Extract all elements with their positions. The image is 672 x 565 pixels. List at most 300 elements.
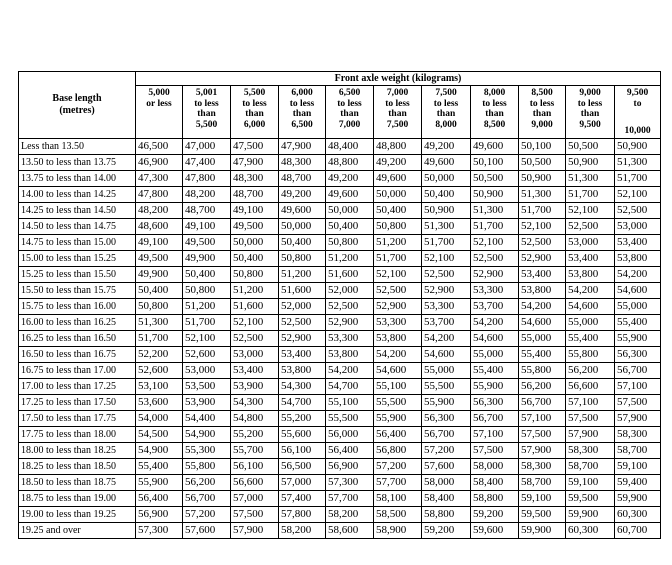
table-cell: 52,900 — [422, 283, 471, 299]
table-cell: 57,000 — [231, 491, 279, 507]
column-header-text: to — [633, 98, 642, 109]
table-cell: 53,800 — [326, 347, 374, 363]
table-cell: 50,000 — [374, 187, 422, 203]
table-cell: 53,800 — [566, 267, 615, 283]
table-row — [19, 283, 661, 299]
table-cell: 56,700 — [422, 427, 471, 443]
table-cell: 51,600 — [231, 299, 279, 315]
table-cell: 56,700 — [183, 491, 231, 507]
table-cell: 52,500 — [519, 235, 566, 251]
table-cell: 49,500 — [136, 251, 183, 267]
column-header — [231, 86, 279, 139]
table-cell: 53,300 — [471, 283, 519, 299]
table-cell: 54,900 — [183, 427, 231, 443]
column-header-text: to less — [337, 98, 362, 109]
table-cell: 57,200 — [183, 507, 231, 523]
table-cell: 57,500 — [519, 427, 566, 443]
table-cell: 52,500 — [374, 283, 422, 299]
table-cell: 53,100 — [136, 379, 183, 395]
table-cell: 47,300 — [136, 171, 183, 187]
table-cell: 57,200 — [374, 459, 422, 475]
table-cell: 48,200 — [183, 187, 231, 203]
table-cell: 56,200 — [566, 363, 615, 379]
table-cell: 55,400 — [519, 347, 566, 363]
table-cell: 53,400 — [615, 235, 661, 251]
table-cell: 49,600 — [326, 187, 374, 203]
row-label: 18.00 to less than 18.25 — [19, 443, 136, 459]
table-cell: 51,200 — [231, 283, 279, 299]
table-cell: 51,300 — [615, 155, 661, 171]
table-cell: 51,300 — [422, 219, 471, 235]
table-cell: 55,000 — [519, 331, 566, 347]
table-cell: 58,400 — [471, 475, 519, 491]
table-row — [19, 299, 661, 315]
table-cell: 57,700 — [374, 475, 422, 491]
table-cell: 55,000 — [566, 315, 615, 331]
table-row — [19, 155, 661, 171]
table-cell: 53,000 — [566, 235, 615, 251]
table-cell: 56,500 — [279, 459, 326, 475]
table-cell: 50,400 — [279, 235, 326, 251]
row-label: 14.25 to less than 14.50 — [19, 203, 136, 219]
table-cell: 55,600 — [279, 427, 326, 443]
table-cell: 48,400 — [326, 139, 374, 155]
table-cell: 52,100 — [422, 251, 471, 267]
table-cell: 57,100 — [566, 395, 615, 411]
column-header-text: than — [245, 109, 264, 119]
table-cell: 54,400 — [183, 411, 231, 427]
table-row — [19, 507, 661, 523]
table-cell: 49,100 — [183, 219, 231, 235]
table-cell: 53,400 — [566, 251, 615, 267]
table-cell: 50,400 — [231, 251, 279, 267]
table-cell: 52,500 — [231, 331, 279, 347]
table-cell: 59,200 — [422, 523, 471, 539]
table-cell: 51,700 — [519, 203, 566, 219]
table-cell: 53,700 — [422, 315, 471, 331]
table-cell: 55,300 — [183, 443, 231, 459]
table-cell: 59,100 — [615, 459, 661, 475]
table-cell: 55,200 — [279, 411, 326, 427]
table-cell: 50,400 — [422, 187, 471, 203]
table-cell: 57,600 — [422, 459, 471, 475]
table-cell: 58,700 — [566, 459, 615, 475]
table-cell: 54,800 — [231, 411, 279, 427]
column-header-text: to less — [433, 98, 459, 109]
table-cell: 53,800 — [279, 363, 326, 379]
table-cell: 53,300 — [422, 299, 471, 315]
table-cell: 51,700 — [183, 315, 231, 331]
table-cell: 50,500 — [519, 155, 566, 171]
column-header-from: 5,000 — [148, 88, 170, 98]
table-cell: 59,200 — [471, 507, 519, 523]
table-cell: 55,000 — [615, 299, 661, 315]
table-cell: 54,200 — [615, 267, 661, 283]
table-cell: 48,300 — [279, 155, 326, 171]
table-cell: 55,900 — [136, 475, 183, 491]
table-row — [19, 203, 661, 219]
table-cell: 58,700 — [615, 443, 661, 459]
column-header-from: 9,000 — [579, 88, 601, 98]
table-cell: 54,200 — [566, 283, 615, 299]
table-cell: 51,600 — [326, 267, 374, 283]
table-cell: 57,100 — [519, 411, 566, 427]
table-cell: 56,700 — [471, 411, 519, 427]
table-row — [19, 267, 661, 283]
table-cell: 54,200 — [326, 363, 374, 379]
column-header-to: 7,000 — [338, 119, 361, 130]
table-cell: 50,800 — [231, 267, 279, 283]
table-cell: 52,500 — [471, 251, 519, 267]
column-header-text: than — [292, 109, 312, 119]
table-cell: 50,000 — [231, 235, 279, 251]
table-cell: 52,900 — [519, 251, 566, 267]
table-cell: 55,800 — [566, 347, 615, 363]
table-cell: 52,500 — [615, 203, 661, 219]
table-cell: 55,900 — [615, 331, 661, 347]
table-cell: 60,700 — [615, 523, 661, 539]
table-cell: 49,200 — [422, 139, 471, 155]
table-cell: 50,900 — [471, 187, 519, 203]
weight-table — [18, 71, 661, 539]
table-cell: 57,500 — [615, 395, 661, 411]
table-cell: 49,900 — [136, 267, 183, 283]
table-cell: 49,600 — [279, 203, 326, 219]
table-cell: 58,100 — [374, 491, 422, 507]
column-header — [566, 86, 615, 139]
table-cell: 52,500 — [326, 299, 374, 315]
table-cell: 51,700 — [422, 235, 471, 251]
table-row — [19, 347, 661, 363]
column-header-text: than — [485, 109, 504, 119]
table-row — [19, 219, 661, 235]
table-cell: 49,200 — [279, 187, 326, 203]
table-cell: 50,900 — [519, 171, 566, 187]
table-cell: 51,300 — [566, 171, 615, 187]
table-cell: 58,200 — [326, 507, 374, 523]
column-header-text: than — [580, 109, 600, 119]
table-cell: 51,700 — [615, 171, 661, 187]
table-cell: 56,100 — [279, 443, 326, 459]
table-cell: 47,800 — [136, 187, 183, 203]
table-cell: 51,700 — [471, 219, 519, 235]
table-cell: 50,900 — [615, 139, 661, 155]
table-cell: 50,800 — [136, 299, 183, 315]
table-cell: 58,300 — [566, 443, 615, 459]
table-cell: 57,700 — [326, 491, 374, 507]
table-cell: 60,300 — [566, 523, 615, 539]
table-cell: 56,200 — [183, 475, 231, 491]
table-cell: 54,300 — [231, 395, 279, 411]
table-cell: 55,100 — [374, 379, 422, 395]
table-cell: 59,900 — [566, 507, 615, 523]
row-label: 15.25 to less than 15.50 — [19, 267, 136, 283]
row-label: 16.50 to less than 16.75 — [19, 347, 136, 363]
table-cell: 52,900 — [471, 267, 519, 283]
column-header-from: 7,500 — [435, 88, 457, 98]
table-cell: 59,500 — [566, 491, 615, 507]
table-cell: 50,000 — [422, 171, 471, 187]
column-header-to: 5,500 — [195, 119, 218, 130]
table-cell: 58,200 — [279, 523, 326, 539]
table-cell: 52,100 — [231, 315, 279, 331]
column-header-text: to less — [482, 98, 507, 109]
table-cell: 54,700 — [279, 395, 326, 411]
row-label: 13.75 to less than 14.00 — [19, 171, 136, 187]
table-cell: 59,400 — [615, 475, 661, 491]
table-cell: 58,000 — [471, 459, 519, 475]
table-cell: 57,000 — [279, 475, 326, 491]
column-header-to: 8,500 — [483, 119, 506, 130]
table-cell: 53,500 — [183, 379, 231, 395]
table-cell: 48,200 — [136, 203, 183, 219]
table-row — [19, 235, 661, 251]
table-cell: 51,200 — [326, 251, 374, 267]
column-header-text: to less — [194, 98, 219, 109]
table-cell: 54,200 — [519, 299, 566, 315]
table-cell: 50,800 — [279, 251, 326, 267]
table-cell: 48,700 — [231, 187, 279, 203]
column-header-text: to less — [577, 98, 603, 109]
table-cell: 46,500 — [136, 139, 183, 155]
table-cell: 55,800 — [519, 363, 566, 379]
table-cell: 56,400 — [326, 443, 374, 459]
column-header — [279, 86, 326, 139]
table-cell: 54,600 — [471, 331, 519, 347]
table-row — [19, 139, 661, 155]
table-row — [19, 251, 661, 267]
column-header-from: 6,500 — [338, 88, 361, 98]
table-cell: 57,900 — [615, 411, 661, 427]
row-label: 15.50 to less than 15.75 — [19, 283, 136, 299]
table-cell: 49,600 — [471, 139, 519, 155]
table-cell: 47,500 — [231, 139, 279, 155]
table-cell: 56,000 — [326, 427, 374, 443]
base-length-unit: (metres) — [59, 105, 95, 116]
table-cell: 54,500 — [136, 427, 183, 443]
column-header-to: 9,000 — [531, 119, 553, 130]
column-header-from: 9,500 — [626, 88, 649, 98]
table-cell: 59,900 — [615, 491, 661, 507]
column-header — [422, 86, 471, 139]
table-cell: 47,400 — [183, 155, 231, 171]
table-cell: 56,900 — [326, 459, 374, 475]
table-cell: 58,900 — [374, 523, 422, 539]
table-row — [19, 427, 661, 443]
table-cell: 55,900 — [471, 379, 519, 395]
column-header — [519, 86, 566, 139]
table-cell: 52,900 — [279, 331, 326, 347]
table-cell: 51,700 — [136, 331, 183, 347]
column-header-to: 6,500 — [291, 119, 313, 130]
table-cell: 52,900 — [374, 299, 422, 315]
table-cell: 52,500 — [566, 219, 615, 235]
row-label: 13.50 to less than 13.75 — [19, 155, 136, 171]
table-cell: 53,800 — [374, 331, 422, 347]
table-cell: 53,000 — [231, 347, 279, 363]
table-cell: 50,800 — [326, 235, 374, 251]
table-cell: 57,300 — [136, 523, 183, 539]
table-cell: 49,100 — [136, 235, 183, 251]
table-cell: 57,300 — [326, 475, 374, 491]
table-cell: 55,400 — [471, 363, 519, 379]
table-cell: 58,300 — [519, 459, 566, 475]
table-cell: 53,900 — [231, 379, 279, 395]
table-cell: 54,600 — [374, 363, 422, 379]
row-label: 14.00 to less than 14.25 — [19, 187, 136, 203]
table-cell: 53,400 — [279, 347, 326, 363]
row-label: 19.00 to less than 19.25 — [19, 507, 136, 523]
table-cell: 55,900 — [374, 411, 422, 427]
table-cell: 55,200 — [231, 427, 279, 443]
table-cell: 50,100 — [519, 139, 566, 155]
column-header-to: 10,000 — [624, 125, 651, 136]
table-cell: 48,600 — [136, 219, 183, 235]
table-cell: 59,100 — [566, 475, 615, 491]
base-length-header — [19, 72, 136, 139]
column-header — [326, 86, 374, 139]
table-cell: 50,000 — [279, 219, 326, 235]
table-row — [19, 411, 661, 427]
column-header-from: 5,001 — [195, 88, 218, 98]
table-row — [19, 395, 661, 411]
column-header-text: than — [388, 109, 407, 119]
table-cell: 55,400 — [136, 459, 183, 475]
table-cell: 52,600 — [183, 347, 231, 363]
row-label: 18.75 to less than 19.00 — [19, 491, 136, 507]
table-cell: 48,700 — [183, 203, 231, 219]
table-cell: 53,900 — [183, 395, 231, 411]
table-cell: 50,900 — [566, 155, 615, 171]
table-cell: 53,600 — [136, 395, 183, 411]
table-cell: 56,300 — [615, 347, 661, 363]
table-cell: 53,400 — [231, 363, 279, 379]
table-cell: 49,500 — [183, 235, 231, 251]
table-row — [19, 491, 661, 507]
table-cell: 55,500 — [326, 411, 374, 427]
column-header-text: than — [436, 109, 456, 119]
table-cell: 59,100 — [519, 491, 566, 507]
table-cell: 52,200 — [136, 347, 183, 363]
column-header-from: 6,000 — [291, 88, 313, 98]
table-cell: 58,800 — [422, 507, 471, 523]
table-cell: 54,200 — [471, 315, 519, 331]
table-cell: 56,700 — [615, 363, 661, 379]
table-cell: 55,500 — [374, 395, 422, 411]
column-header-text: than — [340, 109, 359, 119]
table-cell: 48,700 — [279, 171, 326, 187]
table-cell: 54,600 — [566, 299, 615, 315]
table-cell: 50,900 — [422, 203, 471, 219]
table-cell: 57,400 — [279, 491, 326, 507]
table-row — [19, 363, 661, 379]
table-cell: 55,500 — [422, 379, 471, 395]
column-header-text: to less — [242, 98, 267, 109]
row-label: 16.25 to less than 16.50 — [19, 331, 136, 347]
table-cell: 56,900 — [136, 507, 183, 523]
row-label: 17.25 to less than 17.50 — [19, 395, 136, 411]
column-header-text: to less — [385, 98, 410, 109]
table-cell: 56,600 — [231, 475, 279, 491]
row-label: 16.75 to less than 17.00 — [19, 363, 136, 379]
column-header-from: 7,000 — [386, 88, 409, 98]
table-cell: 53,800 — [519, 283, 566, 299]
row-label: 17.00 to less than 17.25 — [19, 379, 136, 395]
row-label: 17.50 to less than 17.75 — [19, 411, 136, 427]
front-axle-weight-header: Front axle weight (kilograms) — [136, 72, 661, 86]
column-header-from: 5,500 — [243, 88, 266, 98]
column-header — [374, 86, 422, 139]
table-cell: 52,500 — [279, 315, 326, 331]
table-cell: 59,600 — [471, 523, 519, 539]
table-cell: 55,100 — [326, 395, 374, 411]
table-cell: 59,900 — [519, 523, 566, 539]
row-label: 18.50 to less than 18.75 — [19, 475, 136, 491]
column-header — [615, 86, 661, 139]
table-cell: 51,300 — [136, 315, 183, 331]
table-cell: 58,000 — [422, 475, 471, 491]
table-cell: 49,600 — [374, 171, 422, 187]
column-header-to: 8,000 — [435, 119, 457, 130]
table-cell: 51,700 — [374, 251, 422, 267]
table-row — [19, 331, 661, 347]
column-header-text: to less — [529, 98, 555, 109]
table-cell: 57,600 — [183, 523, 231, 539]
row-label: Less than 13.50 — [19, 139, 136, 155]
row-label: 15.75 to less than 16.00 — [19, 299, 136, 315]
table-cell: 52,100 — [615, 187, 661, 203]
table-cell: 47,900 — [279, 139, 326, 155]
table-cell: 49,200 — [374, 155, 422, 171]
table-cell: 56,400 — [136, 491, 183, 507]
row-label: 17.75 to less than 18.00 — [19, 427, 136, 443]
table-cell: 53,700 — [471, 299, 519, 315]
table-cell: 56,800 — [374, 443, 422, 459]
table-cell: 51,300 — [519, 187, 566, 203]
table-cell: 50,800 — [374, 219, 422, 235]
table-cell: 53,400 — [519, 267, 566, 283]
row-label: 14.75 to less than 15.00 — [19, 235, 136, 251]
table-cell: 49,200 — [326, 171, 374, 187]
table-cell: 50,400 — [326, 219, 374, 235]
column-header — [183, 86, 231, 139]
column-header-from: 8,000 — [483, 88, 506, 98]
table-cell: 52,100 — [471, 235, 519, 251]
table-cell: 59,500 — [519, 507, 566, 523]
table-cell: 48,800 — [374, 139, 422, 155]
table-cell: 51,300 — [471, 203, 519, 219]
table-cell: 49,100 — [231, 203, 279, 219]
table-cell: 56,100 — [231, 459, 279, 475]
table-cell: 58,600 — [326, 523, 374, 539]
table-cell: 57,500 — [471, 443, 519, 459]
table-cell: 48,800 — [326, 155, 374, 171]
table-cell: 52,500 — [422, 267, 471, 283]
table-cell: 49,900 — [183, 251, 231, 267]
table-cell: 57,800 — [279, 507, 326, 523]
column-header-text: or less — [146, 98, 172, 109]
table-cell: 53,000 — [615, 219, 661, 235]
table-row — [19, 443, 661, 459]
column-header — [136, 86, 183, 139]
table-cell: 57,100 — [615, 379, 661, 395]
table-cell: 51,200 — [279, 267, 326, 283]
table-cell: 55,400 — [615, 315, 661, 331]
table-cell: 58,800 — [471, 491, 519, 507]
table-cell: 52,000 — [326, 283, 374, 299]
column-header-to: 9,500 — [579, 119, 601, 130]
table-cell: 54,900 — [136, 443, 183, 459]
